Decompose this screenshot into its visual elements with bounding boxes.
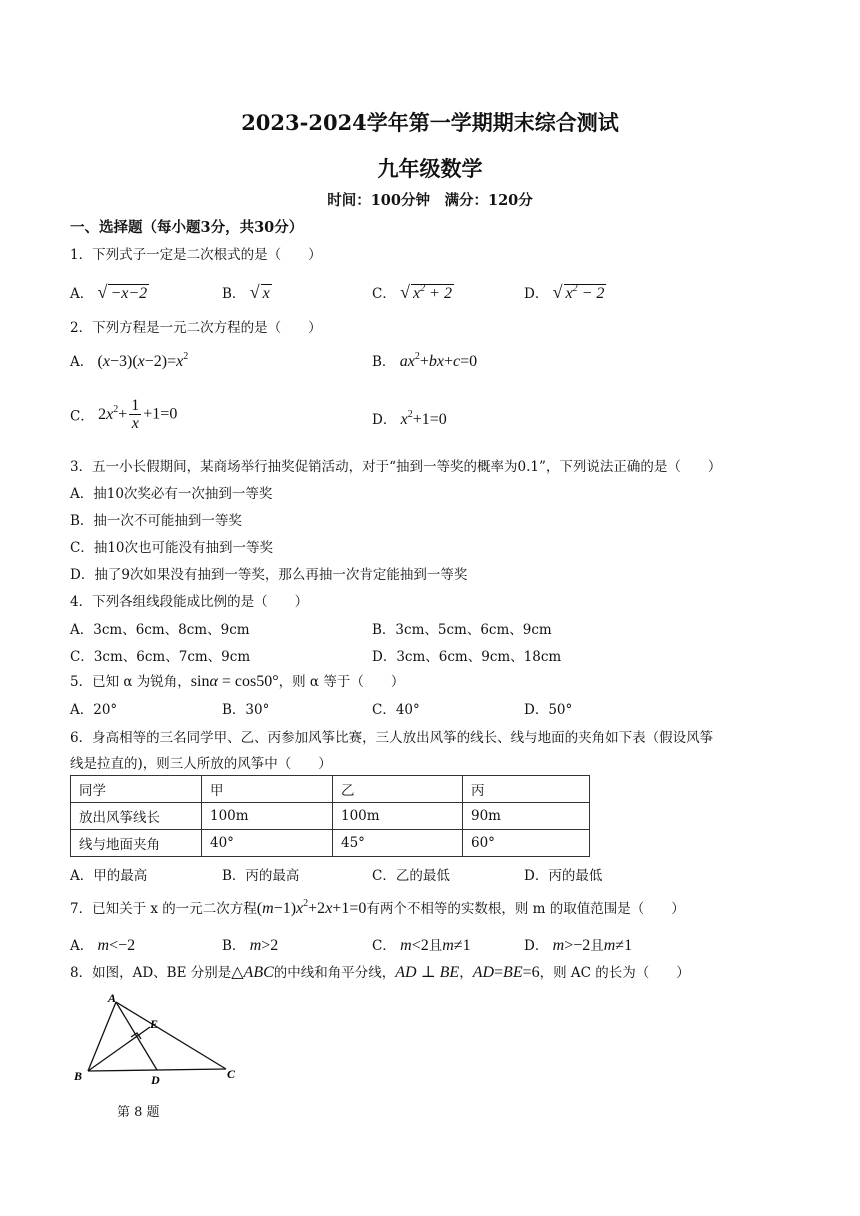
q6-stem-line1: 6．身高相等的三名同学甲、乙、丙参加风筝比赛，三人放出风筝的线长、线与地面的夹角如下表（假设风筝 xyxy=(70,730,714,746)
subject-title: 九年级数学 xyxy=(377,156,483,181)
table-row xyxy=(71,830,590,857)
table-cell: 甲 xyxy=(202,776,333,803)
q7-option-a: A． m<−2 xyxy=(70,937,136,954)
table-cell: 60° xyxy=(463,830,590,857)
q6-option-d: D．丙的最低 xyxy=(524,868,603,884)
q1-option-d: D． √ $x^2 - 2$ xyxy=(524,282,605,302)
point-label-a: A xyxy=(108,992,117,1005)
figure-caption: 第 8 题 xyxy=(117,1105,160,1120)
exam-title: 2023-2024学年第一学期期末综合测试 xyxy=(241,110,619,135)
table-cell: 100m xyxy=(333,803,463,830)
table-cell: 放出风筝线长 xyxy=(71,803,202,830)
point-label-c: C xyxy=(227,1067,236,1081)
q2-option-c: C． $2x^2+$ $\frac{1}{x}$ +1=0 xyxy=(70,397,178,432)
point-label-b: B xyxy=(74,1069,83,1083)
point-label-e: E xyxy=(150,1017,159,1031)
table-cell: 同学 xyxy=(71,776,202,803)
q4-option-d: D．3cm、6cm、9cm、18cm xyxy=(372,649,562,665)
table-row xyxy=(71,803,590,830)
q1-option-c: C． √ $x^2 + 2$ xyxy=(372,282,452,302)
q7-stem: 7．已知关于 x 的一元二次方程$(m-1)x^2+2x+1=0$有两个不相等的实数根，则 m 的取值范围是（ ） xyxy=(70,898,685,917)
q6-stem-line2: 线是拉直的)，则三人所放的风筝中（ ） xyxy=(70,756,332,772)
q7-option-d: D． m>−2且m≠1 xyxy=(524,937,633,954)
kite-data-table xyxy=(70,775,590,857)
q7-option-b: B． m>2 xyxy=(222,937,279,954)
q3-option-d: D．抽了9次如果没有抽到一等奖，那么再抽一次肯定能抽到一等奖 xyxy=(70,567,468,583)
q5-option-a: A．20° xyxy=(70,702,118,718)
q7-option-c: C． m<2且m≠1 xyxy=(372,937,471,954)
q5-option-d: D．50° xyxy=(524,702,573,718)
q3-option-c: C．抽10次也可能没有抽到一等奖 xyxy=(70,540,274,556)
table-row xyxy=(71,776,590,803)
q6-option-c: C．乙的最低 xyxy=(372,868,450,884)
q6-option-a: A．甲的最高 xyxy=(70,868,148,884)
table-cell: 100m xyxy=(202,803,333,830)
q5-option-c: C．40° xyxy=(372,702,420,718)
q5-stem: 5．已知 α 为锐角，sinα = cos50°，则 α 等于（ ） xyxy=(70,673,405,690)
table-cell: 90m xyxy=(463,803,590,830)
q3-option-a: A．抽10次奖必有一次抽到一等奖 xyxy=(70,486,273,502)
q5-option-b: B．30° xyxy=(222,702,270,718)
q3-option-b: B．抽一次不可能抽到一等奖 xyxy=(70,513,242,529)
q4-stem: 4．下列各组线段能成比例的是（ ） xyxy=(70,594,309,610)
table-cell: 丙 xyxy=(463,776,590,803)
q4-option-c: C．3cm、6cm、7cm、9cm xyxy=(70,649,251,665)
q2-option-a: A． $(x-3)(x-2)=x^2$ xyxy=(70,351,189,370)
q2-stem: 2．下列方程是一元二次方程的是（ ） xyxy=(70,320,322,336)
q8-stem: 8．如图，AD、BE 分别是△ABC的中线和角平分线，AD ⊥ BE，AD=BE=6，则 AC 的长为（ ） xyxy=(70,964,690,981)
q4-option-b: B．3cm、5cm、6cm、9cm xyxy=(372,622,552,638)
section-heading: 一、选择题（每小题3分，共30分） xyxy=(70,219,304,236)
q2-option-d: D． $x^2+1=0$ xyxy=(372,409,447,428)
q1-option-a: A． √ −x−2 xyxy=(70,282,148,302)
q6-option-b: B．丙的最高 xyxy=(222,868,300,884)
table-cell: 乙 xyxy=(333,776,463,803)
table-cell: 45° xyxy=(333,830,463,857)
table-cell: 40° xyxy=(202,830,333,857)
table-cell: 线与地面夹角 xyxy=(71,830,202,857)
q1-option-b: B． √ x xyxy=(222,282,270,302)
q8-triangle-figure xyxy=(68,992,248,1087)
q3-stem: 3．五一小长假期间，某商场举行抽奖促销活动，对于“抽到一等奖的概率为0.1”，下列说法正确的是（ ） xyxy=(70,459,722,475)
q4-option-a: A．3cm、6cm、8cm、9cm xyxy=(70,622,250,638)
exam-info: 时间：100分钟 满分：120分 xyxy=(327,192,533,209)
q2-option-b: B． $ax^2+bx+c=0$ xyxy=(372,351,478,370)
point-label-d: D xyxy=(151,1073,160,1087)
q1-stem: 1．下列式子一定是二次根式的是（ ） xyxy=(70,247,322,263)
